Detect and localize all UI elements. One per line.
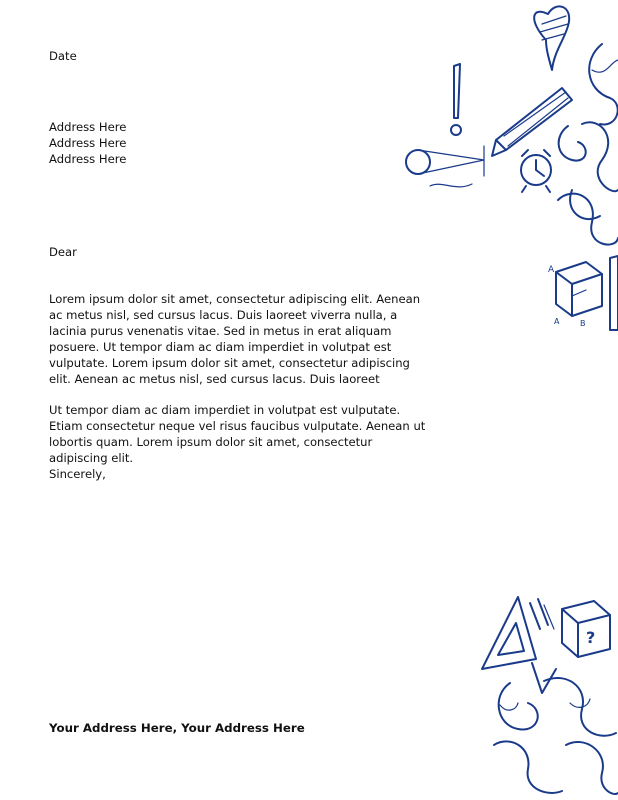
heart-icon (534, 6, 569, 70)
recipient-address (49, 119, 126, 167)
address-line: Address Here (49, 120, 127, 134)
pencil-icon (492, 88, 572, 156)
footer-address: Your Address Here, Your Address Here (49, 721, 305, 735)
swirl-icon (558, 44, 618, 245)
body-paragraph: Lorem ipsum dolor sit amet, consectetur adipiscing elit. Aenean ac metus nisl, sed cursus lacus. Duis laoreet viverra nulla, a lacinia purus venenatis vitae. Sed in metus in erat aliquam posuere. Ut tempor diam ac diam imperdiet in volutpat est vulputate. Lorem ipsum dolor sit amet, consectetur adipiscing elit. Aenean ac metus nisl, sed cursus lacus. Duis laoreet (49, 292, 421, 386)
triangle-ruler-icon (482, 597, 536, 669)
address-line: Address Here (49, 152, 127, 166)
body-paragraph: Ut tempor diam ac diam imperdiet in volutpat est vulputate. Etiam consectetur neque vel risus faucibus vulputate. Aenean ut lobortis quam. Lorem ipsum dolor sit amet, consectetur adipiscing elit. (49, 403, 426, 465)
salutation: Dear (49, 245, 77, 259)
letter-date: Date (49, 49, 77, 63)
alarm-clock-icon (521, 150, 551, 192)
swirl-icon (494, 663, 618, 794)
svg-text:?: ? (586, 628, 596, 647)
svg-text:B: B (580, 319, 586, 328)
doodle-bottom-decoration (470, 585, 618, 800)
svg-text:A: A (548, 265, 555, 275)
pen-tools-icon (530, 599, 554, 629)
optics-sketch-icon (406, 146, 484, 187)
svg-text:A: A (554, 317, 560, 326)
question-cube-icon (562, 601, 610, 657)
doodle-top-decoration (396, 0, 618, 340)
closing: Sincerely, (49, 467, 106, 481)
exclamation-icon (451, 64, 461, 135)
address-line: Address Here (49, 136, 127, 150)
cube-icon (548, 262, 602, 328)
marker-icon (610, 256, 618, 330)
